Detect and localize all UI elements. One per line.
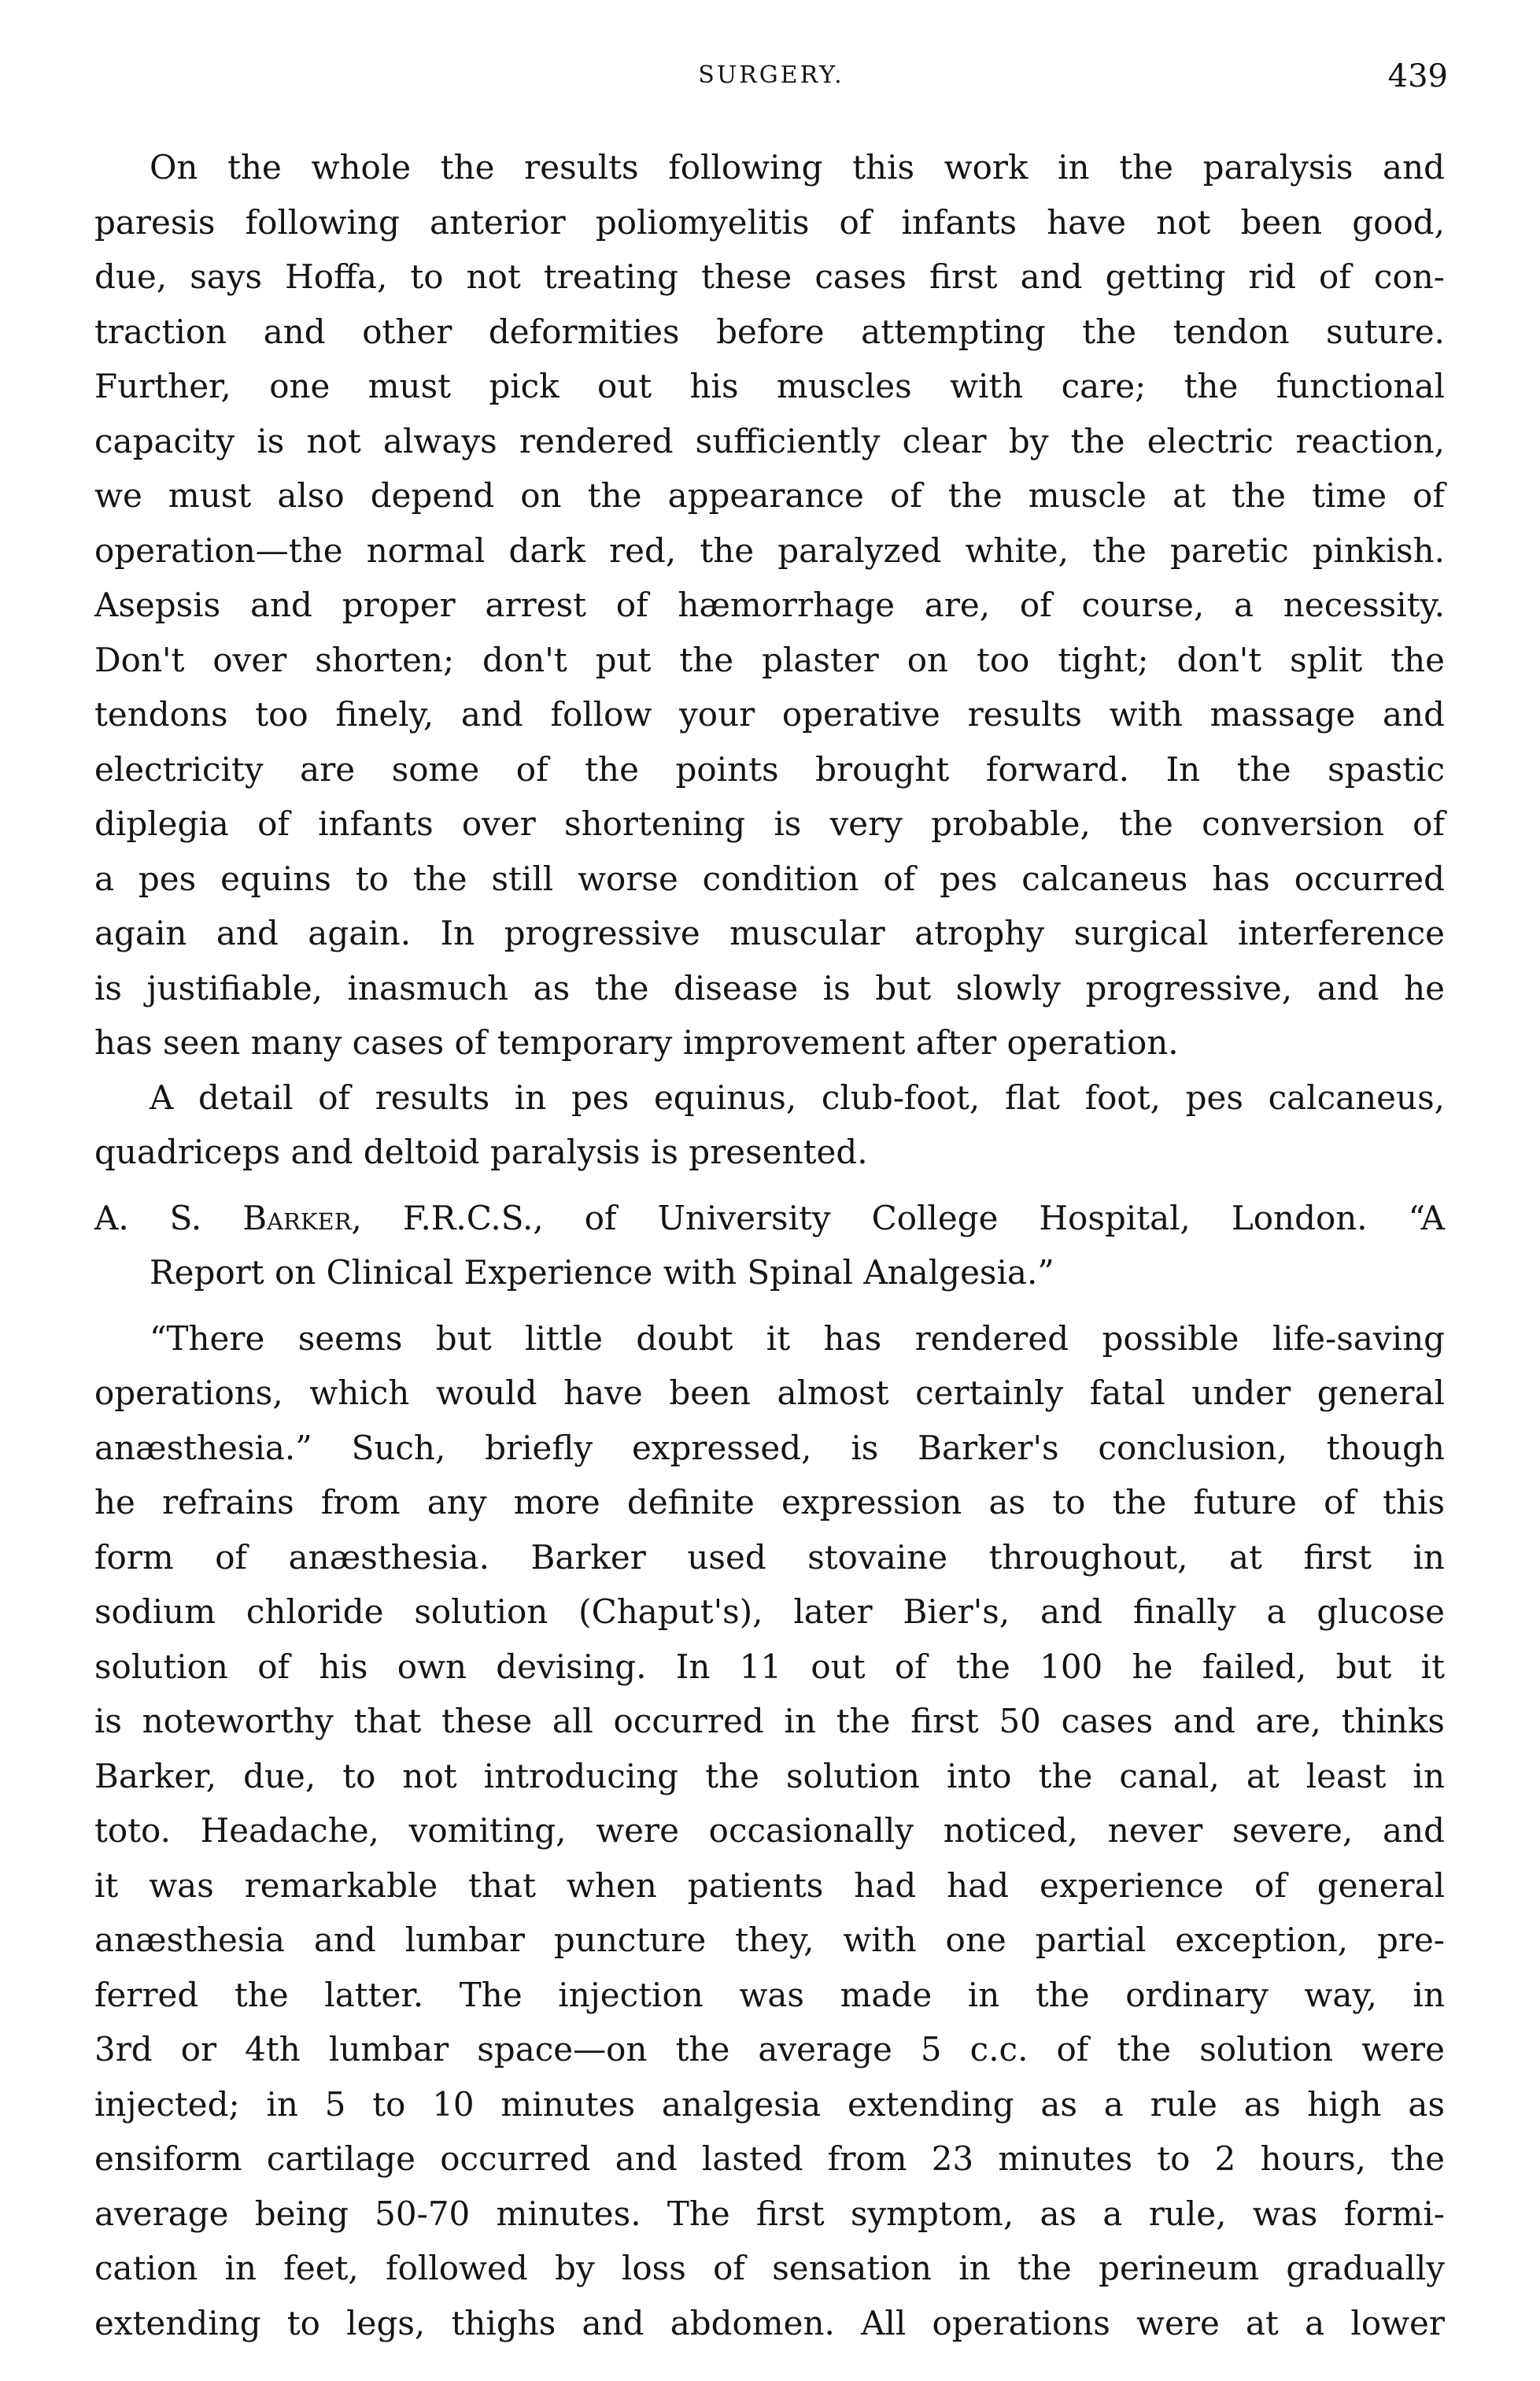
- text-line: due, says Hoffa, to not treating these cases first and getting rid of con-: [94, 257, 1445, 296]
- text-line: is noteworthy that these all occurred in the first 50 cases and are, thinks: [94, 1702, 1445, 1740]
- text-line: cation in feet, followed by loss of sensation in the perineum gradually: [94, 2249, 1445, 2287]
- text-line: capacity is not always rendered sufficiently clear by the electric reaction,: [94, 421, 1445, 460]
- text-line: operation—the normal dark red, the paralyzed white, the paretic pinkish.: [94, 531, 1445, 570]
- text-line: it was remarkable that when patients had had experience of general: [94, 1865, 1445, 1905]
- text-line: we must also depend on the appearance of the muscle at the time of: [94, 476, 1445, 515]
- text-line: anæsthesia.” Such, briefly expressed, is Barker's conclusion, though: [94, 1428, 1445, 1467]
- citation-line: [94, 1191, 1445, 1246]
- text-line: On the whole the results following this work in the paralysis and: [150, 148, 1445, 187]
- spacer: [94, 1300, 1445, 1311]
- text-line: traction and other deformities before attempting the tendon suture.: [94, 312, 1445, 351]
- text-line: A detail of results in pes equinus, club-foot, flat foot, pes calcaneus,: [150, 1078, 1445, 1117]
- text-line: Don't over shorten; don't put the plaster on too tight; don't split the: [94, 640, 1445, 679]
- spacer: [94, 1180, 1445, 1191]
- text-line: Barker, due, to not introducing the solution into the canal, at least in: [94, 1756, 1445, 1795]
- text-line: he refrains from any more definite expression as to the future of this: [94, 1483, 1445, 1521]
- text-line: 3rd or 4th lumbar space—on the average 5 c.c. of the solution were: [94, 2030, 1445, 2069]
- text-line: again and again. In progressive muscular atrophy surgical interference: [94, 914, 1445, 952]
- section-title: SURGERY.: [698, 61, 844, 89]
- text-line: tendons too finely, and follow your operative results with massage and: [94, 695, 1445, 734]
- text-line: is justifiable, inasmuch as the disease is but slowly progressive, and he: [94, 968, 1445, 1007]
- text-line: a pes equins to the still worse condition of pes calcaneus has occurred: [94, 859, 1445, 898]
- text-line: paresis following anterior poliomyelitis of infants have not been good,: [94, 202, 1445, 242]
- running-head: [94, 58, 1448, 109]
- text-line: electricity are some of the points brought forward. In the spastic: [94, 749, 1445, 789]
- text-line: extending to legs, thighs and abdomen. All operations were at a lower: [94, 2303, 1445, 2342]
- text-line: has seen many cases of temporary improvement after operation.: [94, 1023, 1179, 1062]
- citation-rest: , F.R.C.S., of University College Hospital, London. “A: [351, 1198, 1445, 1237]
- author-surname: Barker: [242, 1198, 352, 1237]
- text-line: anæsthesia and lumbar puncture they, with one partial exception, pre-: [94, 1921, 1445, 1959]
- page-number: 439: [1387, 58, 1448, 94]
- text-line: form of anæsthesia. Barker used stovaine throughout, at first in: [94, 1537, 1445, 1577]
- text-line: ferred the latter. The injection was made in the ordinary way, in: [94, 1975, 1445, 2014]
- text-line: quadriceps and deltoid paralysis is presented.: [94, 1133, 868, 1171]
- text-line: sodium chloride solution (Chaput's), later Bier's, and finally a glucose: [94, 1592, 1445, 1631]
- text-line: injected; in 5 to 10 minutes analgesia extending as a rule as high as: [94, 2084, 1445, 2124]
- text-line: diplegia of infants over shortening is very probable, the conversion of: [94, 804, 1445, 843]
- text-line: average being 50-70 minutes. The first symptom, as a rule, was formi-: [94, 2194, 1445, 2233]
- text-line: Asepsis and proper arrest of hæmorrhage are, of course, a necessity.: [94, 586, 1445, 624]
- page-body: [94, 140, 1445, 2350]
- paragraph-spinal-analgesia: [94, 1311, 1445, 2351]
- text-line: operations, which would have been almost certainly fatal under general: [94, 1374, 1445, 1412]
- citation-line: Report on Clinical Experience with Spinal Analgesia.”: [150, 1253, 1054, 1292]
- citation-heading: [94, 1191, 1445, 1300]
- text-line: Further, one must pick out his muscles with care; the functional: [94, 367, 1445, 405]
- text-line: toto. Headache, vomiting, were occasionally noticed, never severe, and: [94, 1811, 1445, 1850]
- paragraph-tendon-surgery: [94, 140, 1445, 1070]
- author-initials: A. S.: [94, 1198, 202, 1237]
- text-line: “There seems but little doubt it has rendered possible life-saving: [150, 1318, 1445, 1358]
- text-line: solution of his own devising. In 11 out of the 100 he failed, but it: [94, 1647, 1445, 1686]
- text-line: ensiform cartilage occurred and lasted from 23 minutes to 2 hours, the: [94, 2139, 1445, 2178]
- paragraph-results-detail: [94, 1070, 1445, 1180]
